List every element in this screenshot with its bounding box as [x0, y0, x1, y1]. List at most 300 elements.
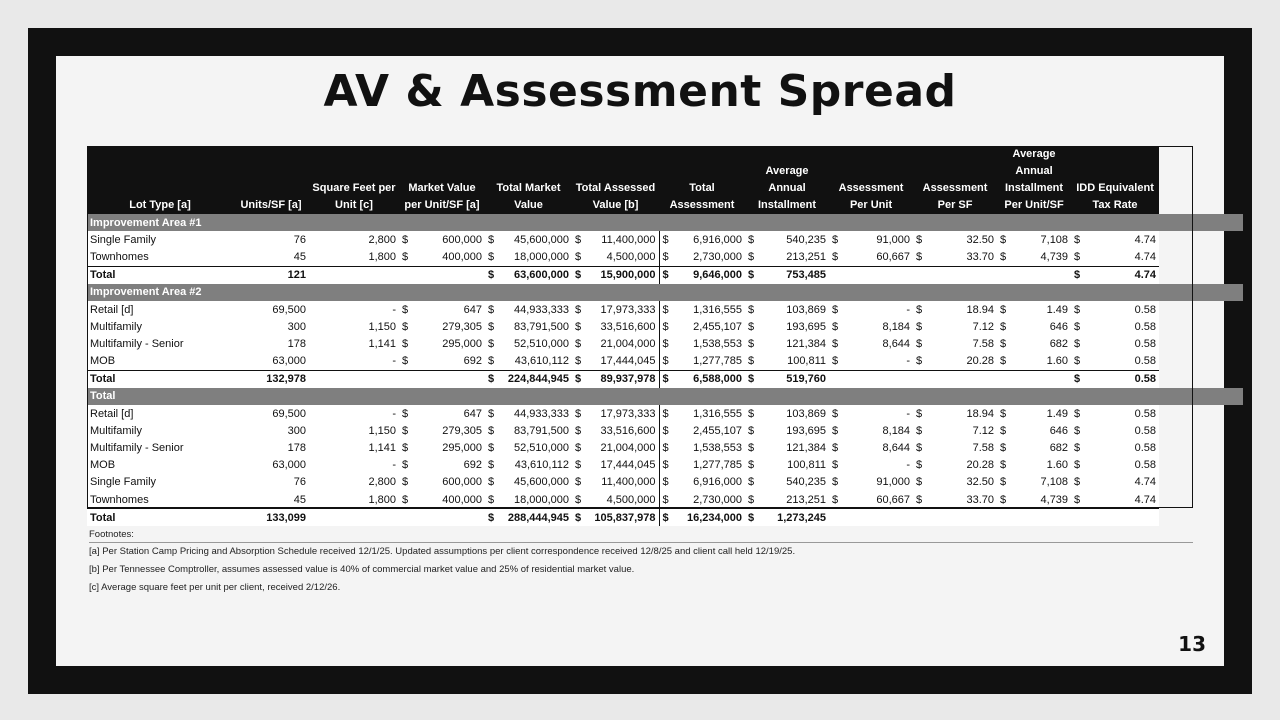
currency-symbol: $ — [1071, 318, 1083, 335]
table-cell: 1,316,555 — [671, 301, 745, 318]
table-cell — [309, 266, 399, 284]
currency-symbol — [1071, 509, 1083, 527]
currency-symbol: $ — [913, 439, 925, 456]
table-cell: 60,667 — [841, 491, 913, 509]
table-cell: 178 — [233, 335, 309, 352]
table-cell: 1.49 — [1009, 405, 1071, 422]
table-cell: 44,933,333 — [497, 301, 572, 318]
currency-symbol: $ — [399, 491, 411, 509]
table-cell: - — [841, 353, 913, 371]
table-cell: 33,516,600 — [584, 318, 659, 335]
currency-symbol: $ — [399, 439, 411, 456]
lot-type-cell: Single Family — [87, 231, 233, 248]
currency-symbol: $ — [659, 405, 671, 422]
currency-symbol: $ — [829, 439, 841, 456]
currency-symbol: $ — [997, 248, 1009, 266]
table-cell: 4.74 — [1083, 491, 1159, 509]
currency-symbol: $ — [913, 353, 925, 371]
table-cell: 0.58 — [1083, 439, 1159, 456]
table-cell: 1,800 — [309, 491, 399, 509]
table-cell: - — [841, 405, 913, 422]
table-cell: 33.70 — [925, 491, 997, 509]
table-cell: 1,538,553 — [671, 335, 745, 352]
currency-symbol: $ — [1071, 457, 1083, 474]
currency-symbol: $ — [399, 457, 411, 474]
table-cell: 21,004,000 — [584, 335, 659, 352]
currency-symbol: $ — [399, 248, 411, 266]
currency-symbol: $ — [572, 405, 584, 422]
currency-symbol — [829, 370, 841, 388]
table-cell: 45,600,000 — [497, 231, 572, 248]
currency-symbol: $ — [829, 474, 841, 491]
currency-symbol: $ — [829, 405, 841, 422]
currency-symbol: $ — [659, 509, 671, 527]
currency-symbol: $ — [659, 474, 671, 491]
table-cell — [1009, 266, 1071, 284]
currency-symbol: $ — [829, 353, 841, 371]
currency-symbol: $ — [1071, 231, 1083, 248]
table-cell: 32.50 — [925, 231, 997, 248]
currency-symbol: $ — [1071, 491, 1083, 509]
table-cell — [1009, 370, 1071, 388]
table-cell: 33.70 — [925, 248, 997, 266]
table-cell: 178 — [233, 439, 309, 456]
currency-symbol — [997, 370, 1009, 388]
lot-type-cell: Total — [87, 266, 233, 284]
table-cell: 20.28 — [925, 353, 997, 371]
table-cell: 0.58 — [1083, 335, 1159, 352]
table-cell: 1,277,785 — [671, 457, 745, 474]
currency-symbol: $ — [913, 318, 925, 335]
table-row — [87, 353, 1243, 371]
table-cell: 69,500 — [233, 405, 309, 422]
table-cell: - — [309, 301, 399, 318]
table-cell: 1,277,785 — [671, 353, 745, 371]
table-cell: 17,973,333 — [584, 301, 659, 318]
table-cell: 1.49 — [1009, 301, 1071, 318]
currency-symbol: $ — [913, 491, 925, 509]
table-cell: - — [309, 457, 399, 474]
table-cell: 9,646,000 — [671, 266, 745, 284]
table-cell: 7.58 — [925, 335, 997, 352]
currency-symbol: $ — [485, 301, 497, 318]
currency-symbol — [399, 370, 411, 388]
table-cell: 44,933,333 — [497, 405, 572, 422]
table-cell: 6,916,000 — [671, 474, 745, 491]
table-cell: 300 — [233, 318, 309, 335]
currency-symbol: $ — [485, 266, 497, 284]
table-cell: 1,150 — [309, 318, 399, 335]
table-cell: 1,150 — [309, 422, 399, 439]
footnotes-heading: Footnotes: — [89, 529, 1193, 543]
table-cell: 295,000 — [411, 335, 485, 352]
column-header: Square Feet per Unit [c] — [309, 146, 399, 214]
table-cell: 69,500 — [233, 301, 309, 318]
table-cell: 0.58 — [1083, 370, 1159, 388]
currency-symbol: $ — [1071, 474, 1083, 491]
table-cell: 7.12 — [925, 318, 997, 335]
currency-symbol: $ — [399, 231, 411, 248]
currency-symbol — [913, 266, 925, 284]
table-cell: 103,869 — [757, 301, 829, 318]
table-cell: 1.60 — [1009, 353, 1071, 371]
table-cell: 1,316,555 — [671, 405, 745, 422]
footnote-b: [b] Per Tennessee Comptroller, assumes assessed value is 40% of commercial market value and 25% of residential market value. — [89, 564, 635, 575]
column-header: Total Market Value — [485, 146, 572, 214]
table-row — [87, 491, 1243, 509]
currency-symbol: $ — [659, 231, 671, 248]
currency-symbol: $ — [572, 353, 584, 371]
currency-symbol: $ — [659, 335, 671, 352]
currency-symbol — [913, 509, 925, 527]
table-cell: 91,000 — [841, 474, 913, 491]
table-cell: 193,695 — [757, 422, 829, 439]
table-cell — [925, 370, 997, 388]
table-cell: 100,811 — [757, 353, 829, 371]
currency-symbol: $ — [745, 370, 757, 388]
table-cell: - — [309, 353, 399, 371]
currency-symbol — [997, 509, 1009, 527]
currency-symbol: $ — [399, 301, 411, 318]
table-cell: 753,485 — [757, 266, 829, 284]
currency-symbol: $ — [997, 457, 1009, 474]
table-cell: 103,869 — [757, 405, 829, 422]
table-cell: 17,973,333 — [584, 405, 659, 422]
currency-symbol: $ — [572, 266, 584, 284]
table-cell: 224,844,945 — [497, 370, 572, 388]
currency-symbol — [997, 266, 1009, 284]
table-cell: 0.58 — [1083, 422, 1159, 439]
currency-symbol: $ — [485, 318, 497, 335]
currency-symbol: $ — [572, 335, 584, 352]
table-cell: 132,978 — [233, 370, 309, 388]
currency-symbol: $ — [399, 474, 411, 491]
currency-symbol: $ — [829, 318, 841, 335]
column-header: Lot Type [a] — [87, 146, 233, 214]
table-cell: 89,937,978 — [584, 370, 659, 388]
table-cell: 1,273,245 — [757, 509, 829, 527]
currency-symbol: $ — [913, 405, 925, 422]
currency-symbol: $ — [659, 353, 671, 371]
table-cell: 8,184 — [841, 318, 913, 335]
currency-symbol: $ — [1071, 353, 1083, 371]
currency-symbol: $ — [485, 370, 497, 388]
currency-symbol: $ — [829, 301, 841, 318]
table-total-row — [87, 370, 1243, 388]
currency-symbol: $ — [485, 335, 497, 352]
table-cell: 647 — [411, 405, 485, 422]
section-title: Improvement Area #1 — [87, 214, 1243, 231]
table-cell: 133,099 — [233, 509, 309, 527]
table-cell: 8,644 — [841, 439, 913, 456]
section-header-row — [87, 214, 1243, 231]
currency-symbol: $ — [745, 335, 757, 352]
table-cell — [309, 370, 399, 388]
table-row — [87, 474, 1243, 491]
table-cell: 18.94 — [925, 301, 997, 318]
table-cell: - — [309, 405, 399, 422]
table-cell: 4,500,000 — [584, 491, 659, 509]
currency-symbol: $ — [745, 231, 757, 248]
table-cell: 295,000 — [411, 439, 485, 456]
currency-symbol: $ — [913, 231, 925, 248]
table-cell — [1083, 509, 1159, 527]
column-header: Average Annual Installment Per Unit/SF — [997, 146, 1071, 214]
lot-type-cell: Multifamily - Senior — [87, 335, 233, 352]
table-row — [87, 248, 1243, 266]
currency-symbol: $ — [1071, 370, 1083, 388]
currency-symbol: $ — [913, 335, 925, 352]
table-cell: 43,610,112 — [497, 457, 572, 474]
lot-type-cell: Multifamily - Senior — [87, 439, 233, 456]
table-row — [87, 318, 1243, 335]
currency-symbol: $ — [485, 248, 497, 266]
currency-symbol: $ — [659, 301, 671, 318]
footnotes — [89, 529, 1193, 600]
currency-symbol: $ — [997, 439, 1009, 456]
currency-symbol: $ — [1071, 301, 1083, 318]
table-cell: 1,800 — [309, 248, 399, 266]
currency-symbol: $ — [399, 405, 411, 422]
table-total-row — [87, 266, 1243, 284]
table-cell: 100,811 — [757, 457, 829, 474]
currency-symbol: $ — [997, 335, 1009, 352]
table-cell: 646 — [1009, 422, 1071, 439]
currency-symbol: $ — [659, 318, 671, 335]
currency-symbol: $ — [997, 422, 1009, 439]
table-cell: 6,916,000 — [671, 231, 745, 248]
table-cell: 83,791,500 — [497, 318, 572, 335]
table-cell: 2,800 — [309, 474, 399, 491]
currency-symbol: $ — [399, 318, 411, 335]
currency-symbol: $ — [745, 474, 757, 491]
table-cell: 4.74 — [1083, 266, 1159, 284]
currency-symbol: $ — [659, 439, 671, 456]
currency-symbol: $ — [572, 474, 584, 491]
currency-symbol: $ — [745, 491, 757, 509]
table-cell: 11,400,000 — [584, 231, 659, 248]
table-row — [87, 439, 1243, 456]
table-cell: 121,384 — [757, 439, 829, 456]
currency-symbol — [399, 509, 411, 527]
currency-symbol: $ — [997, 491, 1009, 509]
table-cell: 8,644 — [841, 335, 913, 352]
table-cell: 288,444,945 — [497, 509, 572, 527]
table-cell: 2,730,000 — [671, 248, 745, 266]
table-cell: 1.60 — [1009, 457, 1071, 474]
section-header-row — [87, 284, 1243, 301]
table-cell: 121,384 — [757, 335, 829, 352]
currency-symbol: $ — [913, 474, 925, 491]
table-cell: 21,004,000 — [584, 439, 659, 456]
currency-symbol: $ — [745, 248, 757, 266]
currency-symbol: $ — [572, 439, 584, 456]
column-header: Average Annual Installment — [745, 146, 829, 214]
currency-symbol: $ — [485, 405, 497, 422]
currency-symbol: $ — [997, 474, 1009, 491]
assessment-table-container — [87, 146, 1193, 526]
currency-symbol: $ — [745, 457, 757, 474]
currency-symbol: $ — [913, 301, 925, 318]
currency-symbol: $ — [829, 422, 841, 439]
currency-symbol: $ — [572, 422, 584, 439]
table-cell: 7,108 — [1009, 231, 1071, 248]
lot-type-cell: Total — [87, 509, 233, 527]
currency-symbol — [913, 370, 925, 388]
table-cell: 83,791,500 — [497, 422, 572, 439]
section-title: Total — [87, 388, 1243, 405]
table-cell: 6,588,000 — [671, 370, 745, 388]
column-header: Market Value per Unit/SF [a] — [399, 146, 485, 214]
currency-symbol: $ — [745, 422, 757, 439]
table-cell: 15,900,000 — [584, 266, 659, 284]
currency-symbol: $ — [1071, 422, 1083, 439]
table-cell: 45 — [233, 248, 309, 266]
column-header: Assessment Per SF — [913, 146, 997, 214]
currency-symbol: $ — [829, 335, 841, 352]
slide-title: AV & Assessment Spread — [323, 66, 957, 117]
currency-symbol: $ — [659, 457, 671, 474]
table-cell: 76 — [233, 474, 309, 491]
currency-symbol: $ — [485, 474, 497, 491]
table-cell: 4.74 — [1083, 474, 1159, 491]
table-cell: 647 — [411, 301, 485, 318]
currency-symbol: $ — [997, 231, 1009, 248]
table-cell: 540,235 — [757, 231, 829, 248]
currency-symbol: $ — [913, 422, 925, 439]
table-cell: 32.50 — [925, 474, 997, 491]
currency-symbol: $ — [659, 422, 671, 439]
table-cell: 646 — [1009, 318, 1071, 335]
lot-type-cell: MOB — [87, 353, 233, 371]
table-cell: 0.58 — [1083, 405, 1159, 422]
currency-symbol: $ — [829, 457, 841, 474]
currency-symbol: $ — [399, 335, 411, 352]
table-cell: 18.94 — [925, 405, 997, 422]
table-cell: 18,000,000 — [497, 248, 572, 266]
currency-symbol: $ — [745, 301, 757, 318]
table-cell: 193,695 — [757, 318, 829, 335]
lot-type-cell: Total — [87, 370, 233, 388]
currency-symbol: $ — [1071, 248, 1083, 266]
table-cell — [309, 509, 399, 527]
table-cell: - — [841, 457, 913, 474]
currency-symbol: $ — [572, 457, 584, 474]
table-cell: 0.58 — [1083, 301, 1159, 318]
currency-symbol: $ — [399, 353, 411, 371]
table-cell: 400,000 — [411, 248, 485, 266]
page-number: 13 — [1178, 632, 1206, 656]
table-cell: - — [841, 301, 913, 318]
currency-symbol: $ — [572, 509, 584, 527]
currency-symbol: $ — [829, 231, 841, 248]
table-cell: 1,141 — [309, 335, 399, 352]
table-cell: 1,538,553 — [671, 439, 745, 456]
table-body — [87, 214, 1243, 526]
lot-type-cell: MOB — [87, 457, 233, 474]
table-cell: 400,000 — [411, 491, 485, 509]
table-cell — [411, 509, 485, 527]
currency-symbol: $ — [913, 248, 925, 266]
table-cell: 4,739 — [1009, 248, 1071, 266]
table-cell: 0.58 — [1083, 318, 1159, 335]
lot-type-cell: Single Family — [87, 474, 233, 491]
table-cell: 18,000,000 — [497, 491, 572, 509]
table-cell: 105,837,978 — [584, 509, 659, 527]
lot-type-cell: Townhomes — [87, 248, 233, 266]
currency-symbol: $ — [913, 457, 925, 474]
currency-symbol — [829, 266, 841, 284]
currency-symbol: $ — [745, 509, 757, 527]
table-cell: 4.74 — [1083, 248, 1159, 266]
currency-symbol: $ — [745, 353, 757, 371]
table-total-row — [87, 509, 1243, 527]
table-cell: 16,234,000 — [671, 509, 745, 527]
currency-symbol: $ — [1071, 405, 1083, 422]
currency-symbol: $ — [997, 301, 1009, 318]
table-cell: 63,600,000 — [497, 266, 572, 284]
currency-symbol: $ — [485, 509, 497, 527]
table-header — [87, 146, 1243, 214]
table-cell — [411, 370, 485, 388]
column-header: Assessment Per Unit — [829, 146, 913, 214]
table-cell: 63,000 — [233, 457, 309, 474]
table-row — [87, 422, 1243, 439]
table-cell: 17,444,045 — [584, 353, 659, 371]
table-cell — [411, 266, 485, 284]
table-cell: 4.74 — [1083, 231, 1159, 248]
table-row — [87, 457, 1243, 474]
lot-type-cell: Multifamily — [87, 318, 233, 335]
column-header: Total Assessment — [659, 146, 745, 214]
table-cell: 1,141 — [309, 439, 399, 456]
currency-symbol: $ — [572, 231, 584, 248]
table-cell: 540,235 — [757, 474, 829, 491]
lot-type-cell: Multifamily — [87, 422, 233, 439]
table-cell: 4,500,000 — [584, 248, 659, 266]
table-cell: 121 — [233, 266, 309, 284]
table-cell: 8,184 — [841, 422, 913, 439]
currency-symbol: $ — [572, 491, 584, 509]
currency-symbol: $ — [572, 318, 584, 335]
currency-symbol: $ — [485, 422, 497, 439]
table-cell: 63,000 — [233, 353, 309, 371]
section-header-row — [87, 388, 1243, 405]
currency-symbol: $ — [1071, 335, 1083, 352]
currency-symbol: $ — [745, 405, 757, 422]
currency-symbol: $ — [485, 457, 497, 474]
table-cell: 76 — [233, 231, 309, 248]
currency-symbol: $ — [485, 231, 497, 248]
table-cell: 213,251 — [757, 491, 829, 509]
table-cell: 17,444,045 — [584, 457, 659, 474]
currency-symbol — [399, 266, 411, 284]
table-cell — [841, 370, 913, 388]
section-title: Improvement Area #2 — [87, 284, 1243, 301]
column-header: Units/SF [a] — [233, 146, 309, 214]
table-row — [87, 301, 1243, 318]
currency-symbol: $ — [745, 266, 757, 284]
currency-symbol: $ — [659, 491, 671, 509]
table-cell: 91,000 — [841, 231, 913, 248]
currency-symbol: $ — [1071, 266, 1083, 284]
currency-symbol: $ — [997, 353, 1009, 371]
table-cell: 7.58 — [925, 439, 997, 456]
column-header: IDD Equivalent Tax Rate — [1071, 146, 1159, 214]
table-cell: 52,510,000 — [497, 439, 572, 456]
table-cell: 0.58 — [1083, 353, 1159, 371]
table-cell: 45,600,000 — [497, 474, 572, 491]
